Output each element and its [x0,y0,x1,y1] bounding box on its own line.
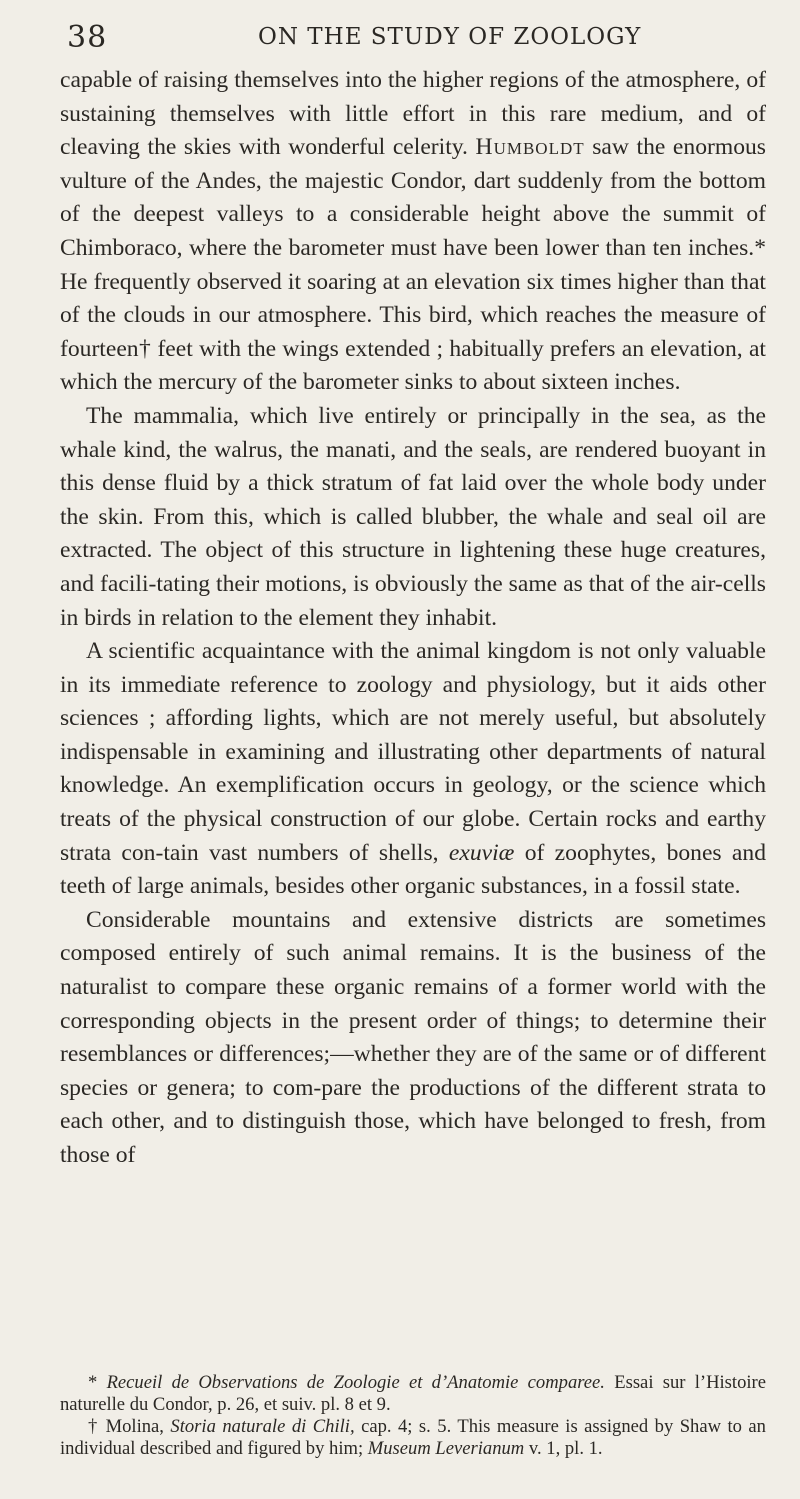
paragraph [60,904,766,1173]
text-run: Essai sur l’Histoire naturelle du Condor, p. 26, et suiv. pl. 8 et 9. [60,1372,766,1415]
text-run: cap. 4; s. 5. This measure is assigned by Shaw to an individual described and figured by him; [60,1416,766,1459]
text-run: * [88,1372,107,1393]
paragraph [60,400,766,635]
body-text [60,64,766,1173]
page-header [0,20,800,60]
text-run: Considerable mountains and extensive districts are sometimes composed entirely of such animal remains. It is the business of the naturalist to compare these organic remains of a former world with the corresponding objects in the present order of things; to determine their resemblances or differences;—whether they are of the same or of different species or genera; to com-pare the productions of the different strata to each other, and to distinguish those, which have belonged to fresh, from those of [60,906,766,1168]
text-run: A scientific acquaintance with the animal kingdom is not only valuable in its immediate reference to zoology and physiology, but it aids other sciences ; affording lights, which are not merely useful, but absolutely indispensable in examining and illustrating other departments of natural knowledge. An exemplification occurs in geology, or the science which treats of the physical construction of our globe. Certain rocks and earthy strata con-tain vast numbers of shells, [60,638,766,866]
footnote [60,1416,766,1460]
text-run-italic: exuviæ [448,839,515,866]
text-run-italic: Museum Leverianum [367,1438,525,1459]
page-number: 38 [67,20,108,55]
text-run: saw the enormous vulture of the Andes, the majestic Condor, dart suddenly from the bottom of the deepest valleys to a considerable height above the summit of Chimboraco, where the barometer must have been lower than ten inches.* He frequently observed it soaring at an elevation six times higher than that of the clouds in our atmosphere. This bird, which reaches the measure of fourteen† feet with the wings extended ; habitually prefers an elevation, at which the mercury of the barometer sinks to about sixteen inches. [60,134,766,396]
paragraph [60,64,766,400]
text-run-italic: Recueil de Observations de Zoologie et d’Anatomie comparee. [106,1372,605,1393]
text-run: † Molina, [88,1416,171,1437]
text-run: of zoophytes, bones and teeth of large animals, besides other organic substances, in a fossil state. [60,839,766,900]
text-run: v. 1, pl. 1. [524,1438,603,1459]
text-run: capable of raising themselves into the higher regions of the atmosphere, of sustaining themselves with little effort in this rare medium, and of cleaving the skies with wonderful celerity. [60,67,766,161]
footnote [60,1372,766,1416]
footnotes [60,1372,766,1460]
text-run-smallcaps: Humboldt [475,134,585,161]
text-run-italic: Storia naturale di Chili, [170,1416,355,1437]
running-title: ON THE STUDY OF ZOOLOGY [258,24,642,50]
paragraph [60,635,766,904]
text-run: The mammalia, which live entirely or principally in the sea, as the whale kind, the walrus, the manati, and the seals, are rendered buoyant in this dense fluid by a thick stratum of fat laid over the whole body under the skin. From this, which is called blubber, the whale and seal oil are extracted. The object of this structure in lightening these huge creatures, and facili-tating their motions, is obviously the same as that of the air-cells in birds in relation to the element they inhabit. [60,402,766,631]
